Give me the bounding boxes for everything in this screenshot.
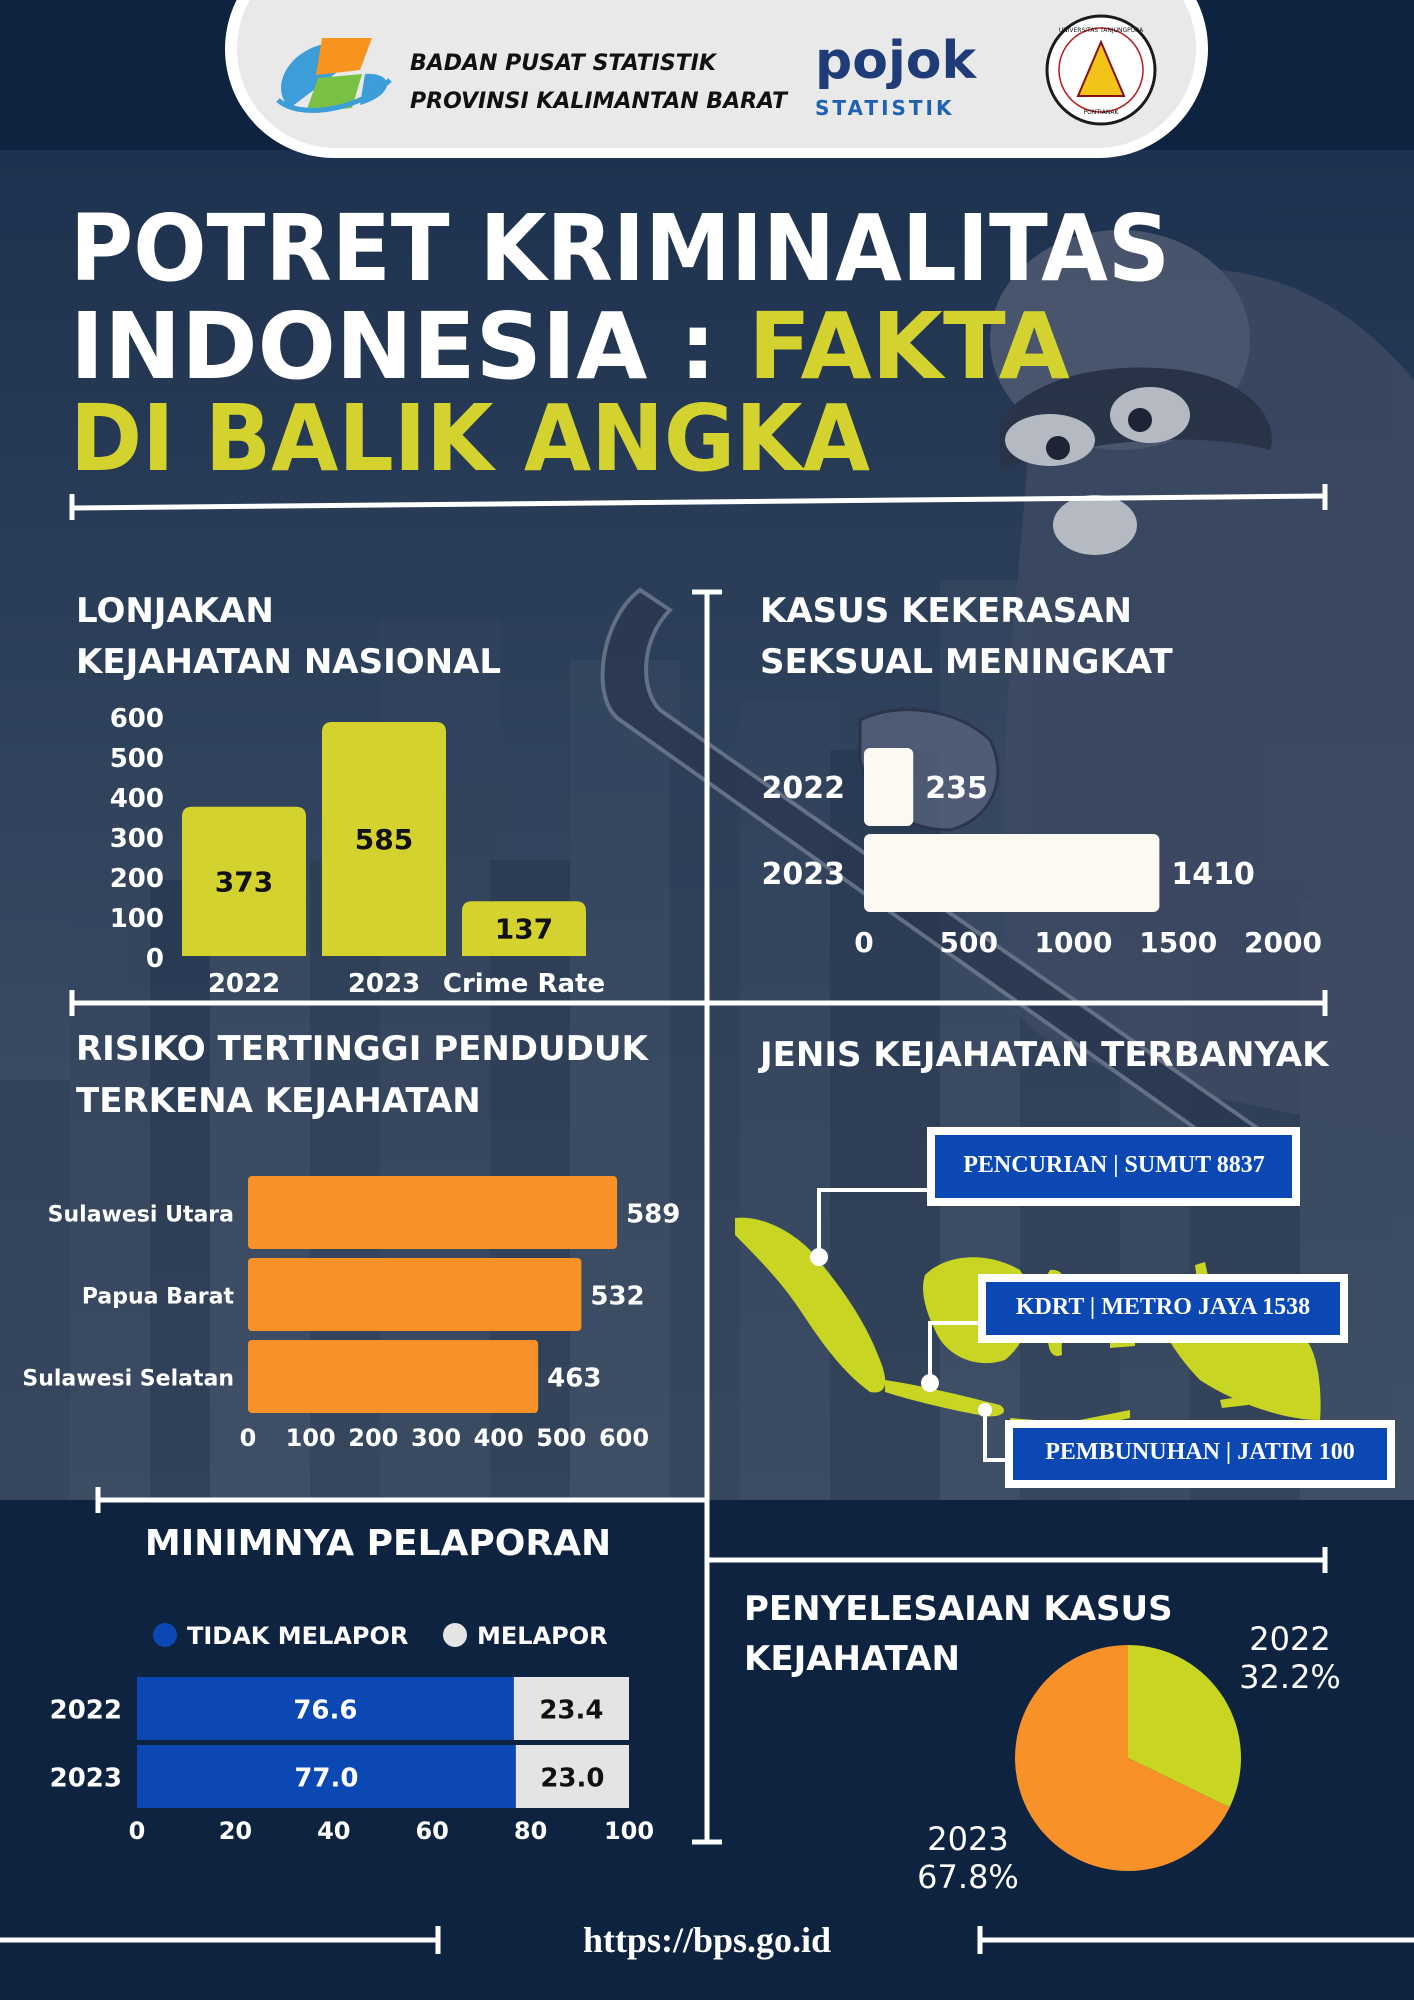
org-name-line2: PROVINSI KALIMANTAN BARAT — [410, 89, 787, 114]
pelaporan-legend-swatch — [153, 1623, 177, 1647]
map-marker-metro-jaya — [921, 1374, 939, 1392]
pelaporan-xtick-label: 20 — [218, 1817, 253, 1845]
seal-text-top: UNIVERSITAS TANJUNGPURA — [1058, 27, 1144, 34]
risiko-xtick-label: 100 — [285, 1424, 336, 1452]
risiko-xtick-label: 0 — [239, 1424, 257, 1452]
callout-pencurian-label: PENCURIAN | SUMUT 8837 — [963, 1152, 1265, 1178]
penyelesaian-title-line2: KEJAHATAN — [744, 1639, 960, 1679]
pelaporan-legend-label: TIDAK MELAPOR — [187, 1622, 409, 1650]
kekerasan-xtick-label: 1500 — [1139, 926, 1218, 959]
footer-url: https://bps.go.id — [582, 1920, 832, 1960]
skyline-building — [670, 760, 750, 1500]
pelaporan-segment-label: 77.0 — [294, 1763, 359, 1794]
pojok-logo-text: pojok — [815, 31, 977, 91]
lonjakan-ytick-label: 0 — [145, 944, 164, 974]
pie-slice-percent: 67.8% — [917, 1858, 1019, 1896]
pelaporan-xtick-label: 80 — [513, 1817, 548, 1845]
kekerasan-xtick-label: 500 — [939, 926, 998, 959]
kekerasan-xtick-label: 0 — [854, 926, 874, 959]
lonjakan-ytick-label: 500 — [109, 744, 164, 774]
callout-pencurian — [927, 1127, 1300, 1206]
lonjakan-data-label: 137 — [494, 912, 554, 946]
page-title-line3: DI BALIK ANGKA — [70, 385, 870, 492]
lonjakan-ytick-label: 300 — [109, 824, 164, 854]
pie-slice-name: 2022 — [1249, 1620, 1331, 1658]
map-marker-jatim — [978, 1403, 992, 1417]
kekerasan-title-line2: SEKSUAL MENINGKAT — [760, 642, 1173, 682]
risiko-category-label: Sulawesi Selatan — [22, 1366, 234, 1392]
risiko-xtick-label: 200 — [348, 1424, 399, 1452]
risiko-category-label: Papua Barat — [81, 1284, 234, 1310]
callout-kdrt — [978, 1274, 1348, 1343]
lonjakan-title-line1: LONJAKAN — [76, 591, 274, 631]
pelaporan-xtick-label: 0 — [128, 1817, 146, 1845]
pelaporan-category-label: 2022 — [49, 1695, 122, 1726]
seal-text-bottom: PONTIANAK — [1083, 109, 1119, 116]
thief-mouth — [1053, 495, 1137, 555]
pie-slice-name: 2023 — [927, 1820, 1009, 1858]
risiko-data-label: 589 — [626, 1199, 681, 1230]
title-line2-accent: FAKTA — [748, 293, 1070, 400]
risiko-data-label: 463 — [547, 1363, 602, 1394]
pelaporan-legend-label: MELAPOR — [477, 1622, 608, 1650]
lonjakan-ytick-label: 200 — [109, 864, 164, 894]
map-marker-sumut — [810, 1248, 828, 1266]
risiko-xtick-label: 300 — [410, 1424, 462, 1452]
pojok-logo-subtext: STATISTIK — [815, 96, 955, 120]
risiko-bar — [248, 1340, 538, 1413]
pelaporan-xtick-label: 60 — [415, 1817, 449, 1845]
university-seal-icon — [1047, 16, 1155, 124]
kekerasan-xtick-label: 2000 — [1244, 926, 1322, 959]
kekerasan-bar — [864, 834, 1159, 912]
risiko-bar — [248, 1258, 581, 1331]
kekerasan-category-label: 2023 — [761, 857, 845, 892]
lonjakan-ytick-label: 400 — [109, 784, 164, 814]
pelaporan-legend-swatch — [443, 1623, 467, 1647]
jenis-title: JENIS KEJAHATAN TERBANYAK — [760, 1035, 1329, 1075]
pelaporan-title: MINIMNYA PELAPORAN — [144, 1523, 612, 1564]
risiko-title-line2: TERKENA KEJAHATAN — [76, 1081, 481, 1121]
risiko-xtick-label: 600 — [598, 1424, 650, 1452]
lonjakan-category-label: Crime Rate — [442, 969, 606, 999]
pelaporan-xtick-label: 100 — [603, 1817, 655, 1845]
pelaporan-segment-label: 23.4 — [539, 1695, 604, 1726]
kekerasan-category-label: 2022 — [761, 771, 845, 806]
lonjakan-data-label: 373 — [214, 865, 274, 899]
penyelesaian-title-line1: PENYELESAIAN KASUS — [744, 1589, 1173, 1629]
risiko-data-label: 532 — [590, 1281, 645, 1312]
risiko-bar — [248, 1176, 617, 1249]
callout-pembunuhan-label: PEMBUNUHAN | JATIM 100 — [1045, 1439, 1355, 1465]
title-line2-white: INDONESIA : — [70, 293, 749, 400]
lonjakan-category-label: 2023 — [347, 969, 421, 999]
risiko-xtick-label: 500 — [536, 1424, 587, 1452]
lonjakan-data-label: 585 — [354, 823, 414, 856]
pelaporan-segment-label: 76.6 — [293, 1695, 358, 1726]
kekerasan-bar — [864, 748, 913, 826]
skyline-building — [70, 900, 160, 1500]
callout-kdrt-label: KDRT | METRO JAYA 1538 — [1015, 1294, 1311, 1320]
skyline-building — [0, 1080, 80, 1500]
page-title-line2 — [70, 293, 1070, 400]
lonjakan-category-label: 2022 — [207, 969, 281, 999]
kekerasan-data-label: 235 — [925, 771, 988, 806]
thief-pupil-left — [1046, 436, 1070, 460]
pelaporan-segment-label: 23.0 — [540, 1763, 605, 1794]
kekerasan-title-line1: KASUS KEKERASAN — [760, 591, 1132, 631]
lonjakan-title-line2: KEJAHATAN NASIONAL — [76, 642, 502, 682]
risiko-category-label: Sulawesi Utara — [47, 1202, 234, 1228]
pelaporan-category-label: 2023 — [49, 1763, 122, 1794]
thief-pupil-right — [1128, 408, 1152, 432]
risiko-xtick-label: 400 — [473, 1424, 524, 1452]
pie-slice-percent: 32.2% — [1239, 1658, 1341, 1696]
page-title-line1: POTRET KRIMINALITAS — [70, 195, 1170, 302]
org-name-line1: BADAN PUSAT STATISTIK — [410, 51, 716, 76]
kekerasan-xtick-label: 1000 — [1034, 926, 1113, 959]
kekerasan-data-label: 1410 — [1171, 857, 1255, 892]
risiko-title-line1: RISIKO TERTINGGI PENDUDUK — [76, 1029, 648, 1069]
pelaporan-xtick-label: 40 — [317, 1817, 351, 1845]
lonjakan-ytick-label: 100 — [109, 904, 164, 934]
lonjakan-ytick-label: 600 — [109, 704, 164, 734]
callout-pembunuhan — [1005, 1420, 1395, 1488]
